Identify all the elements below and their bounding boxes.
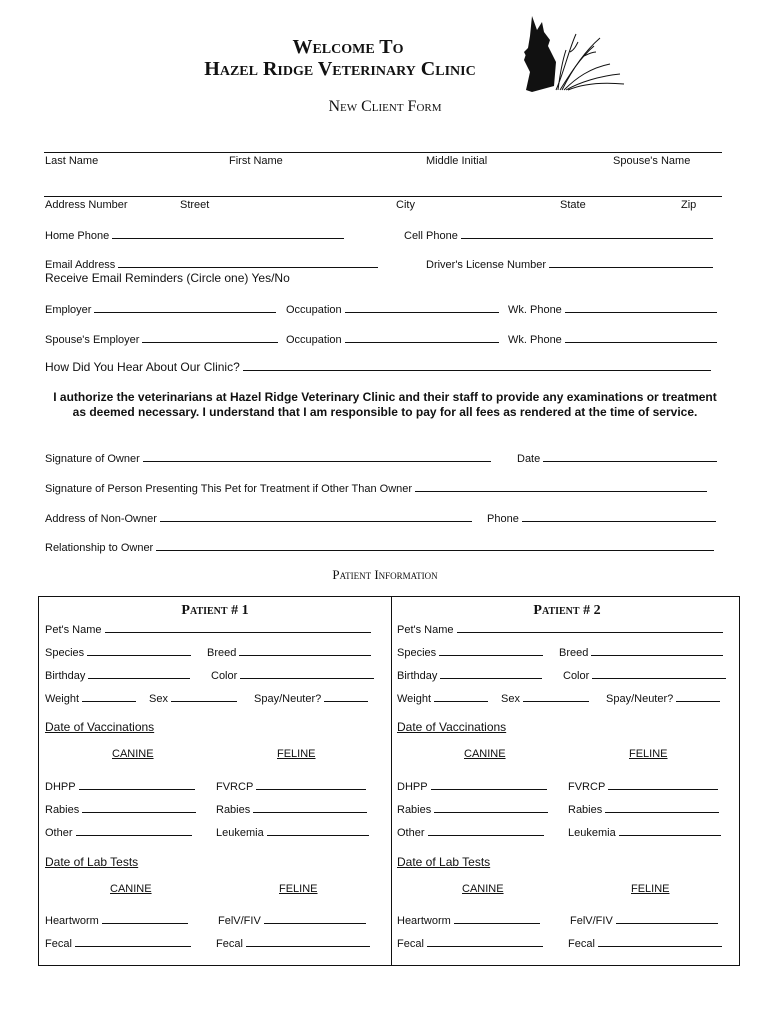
- fvrcp-label: FVRCP: [216, 781, 254, 793]
- spouse-wk-phone-field[interactable]: [508, 332, 717, 346]
- spouse-employer-label: Spouse's Employer: [45, 334, 140, 346]
- birthday-field[interactable]: [397, 668, 542, 682]
- species-label: Species: [397, 647, 437, 659]
- species-field[interactable]: [397, 645, 543, 659]
- leukemia-field[interactable]: [216, 825, 369, 839]
- canine-rabies-field[interactable]: [45, 802, 196, 816]
- spay-label: Spay/Neuter?: [254, 693, 322, 705]
- weight-label: Weight: [45, 693, 80, 705]
- felv-field[interactable]: [570, 913, 718, 927]
- form-title: New Client Form: [328, 98, 442, 115]
- hear-about-field[interactable]: [45, 360, 711, 374]
- presenter-signature-label: Signature of Person Presenting This Pet for Treatment if Other Than Owner: [45, 483, 413, 495]
- birthday-label: Birthday: [397, 670, 438, 682]
- address-underline: [44, 196, 722, 197]
- email-label: Email Address: [45, 259, 116, 271]
- middle-initial-label: Middle Initial: [426, 155, 488, 167]
- non-owner-phone-label: Phone: [487, 513, 519, 525]
- sex-field[interactable]: [149, 691, 237, 705]
- lab-feline-label: FELINE: [279, 883, 318, 895]
- breed-label: Breed: [559, 647, 589, 659]
- wk-phone-label: Wk. Phone: [508, 304, 562, 316]
- spouse-employer-field[interactable]: [45, 332, 278, 346]
- vaccinations-title: Date of Vaccinations: [45, 720, 155, 734]
- pet-name-label: Pet's Name: [45, 624, 102, 636]
- pet-name-label: Pet's Name: [397, 624, 454, 636]
- lab-canine-label: CANINE: [462, 883, 504, 895]
- non-owner-phone-field[interactable]: [487, 511, 716, 525]
- lab-feline-label: FELINE: [631, 883, 670, 895]
- relationship-field[interactable]: [45, 540, 714, 554]
- birthday-field[interactable]: [45, 668, 190, 682]
- color-field[interactable]: [211, 668, 374, 682]
- date-label: Date: [517, 453, 541, 465]
- other-label: Other: [397, 827, 425, 839]
- date-field[interactable]: [517, 451, 717, 465]
- drivers-license-field[interactable]: [426, 257, 713, 271]
- leukemia-field[interactable]: [568, 825, 721, 839]
- email-reminders-label: Receive Email Reminders (Circle one) Yes/No: [45, 271, 290, 285]
- weight-label: Weight: [397, 693, 432, 705]
- non-owner-address-label: Address of Non-Owner: [45, 513, 157, 525]
- felv-field[interactable]: [218, 913, 366, 927]
- city-label: City: [396, 199, 415, 211]
- dhpp-field[interactable]: [45, 779, 195, 793]
- heartworm-label: Heartworm: [45, 915, 99, 927]
- fvrcp-field[interactable]: [568, 779, 718, 793]
- lab-tests-title: Date of Lab Tests: [45, 855, 139, 869]
- pet-name-field[interactable]: [397, 622, 723, 636]
- address-number-label: Address Number: [45, 199, 128, 211]
- feline-rabies-label: Rabies: [568, 804, 603, 816]
- feline-rabies-label: Rabies: [216, 804, 251, 816]
- breed-field[interactable]: [207, 645, 371, 659]
- felv-label: FelV/FIV: [218, 915, 261, 927]
- feline-fecal-label: Fecal: [216, 938, 243, 950]
- heartworm-label: Heartworm: [397, 915, 451, 927]
- state-label: State: [560, 199, 586, 211]
- feline-fecal-label: Fecal: [568, 938, 595, 950]
- name-underline: [44, 152, 722, 153]
- species-field[interactable]: [45, 645, 191, 659]
- last-name-label: Last Name: [45, 155, 99, 167]
- pet-name-field[interactable]: [45, 622, 371, 636]
- weight-field[interactable]: [45, 691, 136, 705]
- cell-phone-field[interactable]: [404, 228, 713, 242]
- home-phone-field[interactable]: [45, 228, 344, 242]
- patient-2-title: Patient # 2: [533, 603, 601, 618]
- occupation-label: Occupation: [286, 304, 342, 316]
- weight-field[interactable]: [397, 691, 488, 705]
- spouse-occupation-field[interactable]: [286, 332, 499, 346]
- title-line1: Welcome To: [292, 36, 404, 58]
- patient-2-column: [397, 597, 737, 965]
- patient-divider: [391, 597, 392, 965]
- other-field[interactable]: [45, 825, 192, 839]
- cell-phone-label: Cell Phone: [404, 230, 458, 242]
- vacc-canine-label: CANINE: [112, 748, 154, 760]
- fvrcp-field[interactable]: [216, 779, 366, 793]
- vacc-feline-label: FELINE: [277, 748, 316, 760]
- felv-label: FelV/FIV: [570, 915, 613, 927]
- patient-1-column: [45, 597, 385, 965]
- hear-about-label: How Did You Hear About Our Clinic?: [45, 360, 240, 374]
- authorization-text: I authorize the veterinarians at Hazel Ridge Veterinary Clinic and their staff to provide any examinations or treatment as deemed necessary. I understand that I am responsible to pay for all fees as rendered at the time of service.: [53, 390, 717, 419]
- non-owner-address-field[interactable]: [45, 511, 472, 525]
- spay-field[interactable]: [606, 691, 720, 705]
- sex-label: Sex: [149, 693, 168, 705]
- zip-label: Zip: [681, 199, 697, 211]
- canine-rabies-label: Rabies: [45, 804, 80, 816]
- feline-fecal-field[interactable]: [216, 936, 370, 950]
- breed-label: Breed: [207, 647, 237, 659]
- email-field[interactable]: [45, 257, 378, 271]
- presenter-signature-field[interactable]: [45, 481, 707, 495]
- canine-fecal-label: Fecal: [397, 938, 424, 950]
- dhpp-label: DHPP: [45, 781, 76, 793]
- fvrcp-label: FVRCP: [568, 781, 606, 793]
- feline-rabies-field[interactable]: [568, 802, 719, 816]
- canine-fecal-label: Fecal: [45, 938, 72, 950]
- patient-1-title: Patient # 1: [181, 603, 249, 618]
- occupation-field[interactable]: [286, 302, 499, 316]
- patient-info-title: Patient Information: [332, 567, 438, 582]
- breed-field[interactable]: [559, 645, 723, 659]
- species-label: Species: [45, 647, 85, 659]
- wk-phone-field[interactable]: [508, 302, 717, 316]
- canine-rabies-label: Rabies: [397, 804, 432, 816]
- feline-fecal-field[interactable]: [568, 936, 722, 950]
- vaccinations-title: Date of Vaccinations: [397, 720, 507, 734]
- owner-signature-field[interactable]: [45, 451, 491, 465]
- canine-rabies-field[interactable]: [397, 802, 548, 816]
- dhpp-label: DHPP: [397, 781, 428, 793]
- home-phone-label: Home Phone: [45, 230, 110, 242]
- color-label: Color: [563, 670, 590, 682]
- employer-label: Employer: [45, 304, 92, 316]
- dog-logo-icon: [520, 12, 630, 96]
- dhpp-field[interactable]: [397, 779, 547, 793]
- birthday-label: Birthday: [45, 670, 86, 682]
- first-name-label: First Name: [229, 155, 283, 167]
- heartworm-field[interactable]: [45, 913, 188, 927]
- lab-canine-label: CANINE: [110, 883, 152, 895]
- sex-field[interactable]: [501, 691, 589, 705]
- title-line2: Hazel Ridge Veterinary Clinic: [204, 58, 476, 80]
- street-label: Street: [180, 199, 210, 211]
- other-label: Other: [45, 827, 73, 839]
- canine-fecal-field[interactable]: [45, 936, 191, 950]
- spay-field[interactable]: [254, 691, 368, 705]
- other-field[interactable]: [397, 825, 544, 839]
- feline-rabies-field[interactable]: [216, 802, 367, 816]
- spouse-occupation-label: Occupation: [286, 334, 342, 346]
- color-field[interactable]: [563, 668, 726, 682]
- relationship-label: Relationship to Owner: [45, 542, 154, 554]
- employer-field[interactable]: [45, 302, 276, 316]
- drivers-license-label: Driver's License Number: [426, 259, 547, 271]
- leukemia-label: Leukemia: [568, 827, 616, 839]
- sex-label: Sex: [501, 693, 520, 705]
- spouse-name-label: Spouse's Name: [613, 155, 691, 167]
- vacc-feline-label: FELINE: [629, 748, 668, 760]
- spay-label: Spay/Neuter?: [606, 693, 674, 705]
- lab-tests-title: Date of Lab Tests: [397, 855, 491, 869]
- spouse-wk-phone-label: Wk. Phone: [508, 334, 562, 346]
- color-label: Color: [211, 670, 238, 682]
- canine-fecal-field[interactable]: [397, 936, 543, 950]
- leukemia-label: Leukemia: [216, 827, 264, 839]
- heartworm-field[interactable]: [397, 913, 540, 927]
- owner-signature-label: Signature of Owner: [45, 453, 140, 465]
- vacc-canine-label: CANINE: [464, 748, 506, 760]
